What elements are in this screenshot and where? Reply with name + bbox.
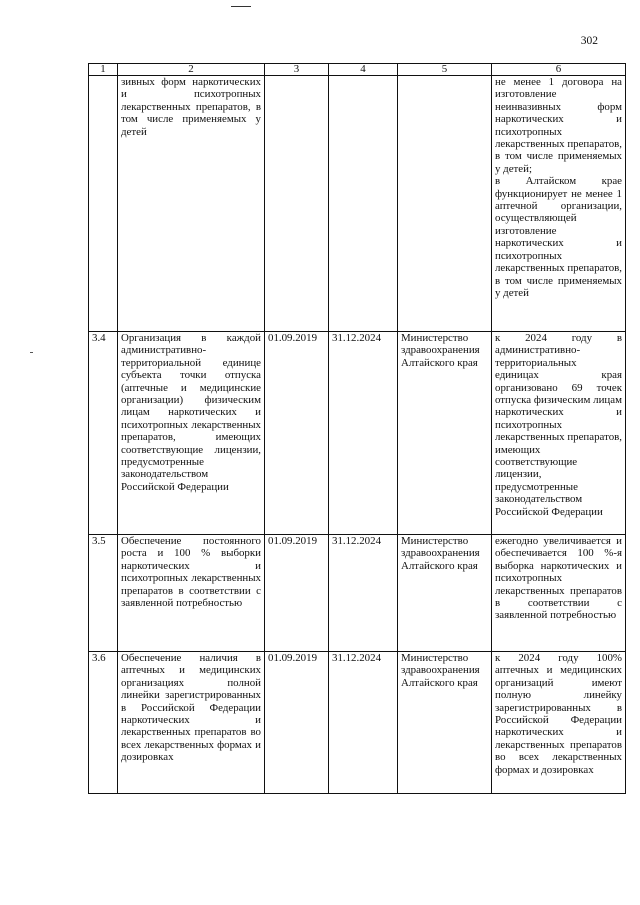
executor: Министерство здравоохранения Алтайского края [398, 535, 492, 652]
executor: Министерство здравоохранения Алтайского края [398, 652, 492, 794]
table-row [89, 76, 626, 332]
row-number: 3.4 [89, 332, 118, 535]
column-header: 4 [329, 64, 398, 76]
measure-text: Обеспечение постоянного роста и 100 % выборки наркотических и психотропных лекарственных препаратов в соответствии с заявленной потребностью [118, 535, 265, 652]
result-text: к 2024 году 100% аптечных и медицинских организаций имеют полную линейку зарегистрированных в Российской Федерации наркотических и лекарственных препаратов во всех лекарственных формах и дозировках [492, 652, 626, 794]
measure-text: зивных форм наркотических и психотропных лекарственных препаратов, в том числе применяемых у детей [118, 76, 265, 332]
table-row [89, 535, 626, 652]
measure-text: Организация в каждой административно-территориальной единице субъекта точки отпуска (аптечные и медицинские организации) физическим лицам наркотических и психотропных лекарственных препаратов, имеющих соответствующие лицензии, предусмотренные законодательством Российской Федерации [118, 332, 265, 535]
start-date: 01.09.2019 [265, 332, 329, 535]
start-date [265, 76, 329, 332]
executor [398, 76, 492, 332]
end-date [329, 76, 398, 332]
result-text: ежегодно увеличивается и обеспечивается 100 %-я выборка наркотических и психотропных лекарственных препаратов в соответствии с заявленной потребностью [492, 535, 626, 652]
table-row [89, 332, 626, 535]
result-text: не менее 1 договора на изготовление неинвазивных форм наркотических и психотропных лекарственных препаратов, в том числе применяемых у детей; в Алтайском крае функционирует не менее 1 аптечной организации, осуществляющей изготовление наркотических и психотропных лекарственных препаратов, в том числе применяемых у детей [492, 76, 626, 332]
column-header: 1 [89, 64, 118, 76]
column-header: 6 [492, 64, 626, 76]
end-date: 31.12.2024 [329, 535, 398, 652]
column-header: 5 [398, 64, 492, 76]
end-date: 31.12.2024 [329, 332, 398, 535]
end-date: 31.12.2024 [329, 652, 398, 794]
column-header: 3 [265, 64, 329, 76]
table-header-row [89, 64, 626, 76]
scan-mark-side [30, 352, 33, 353]
start-date: 01.09.2019 [265, 535, 329, 652]
column-header: 2 [118, 64, 265, 76]
result-text: к 2024 году в административно-территориальных единицах края организовано 69 точек отпуска физическим лицам наркотических и психотропных лекарственных препаратов, имеющих соответствующие лицензии, предусмотренные законодательством Российской Федерации [492, 332, 626, 535]
start-date: 01.09.2019 [265, 652, 329, 794]
page-number: 302 [580, 35, 598, 47]
row-number: 3.5 [89, 535, 118, 652]
plan-table [88, 63, 626, 794]
table-row [89, 652, 626, 794]
scan-mark-top [231, 6, 251, 7]
row-number: 3.6 [89, 652, 118, 794]
row-number [89, 76, 118, 332]
executor: Министерство здравоохранения Алтайского края [398, 332, 492, 535]
measure-text: Обеспечение наличия в аптечных и медицинских организациях полной линейки зарегистрированных в Российской Федерации наркотических и лекарственных препаратов во всех лекарственных формах и дозировках [118, 652, 265, 794]
